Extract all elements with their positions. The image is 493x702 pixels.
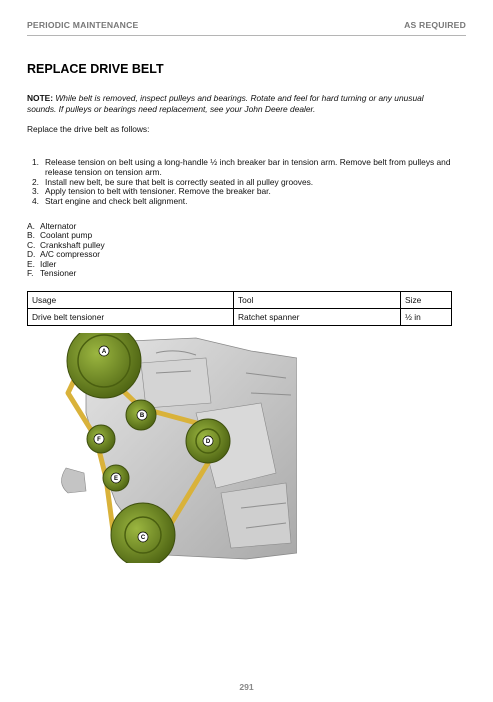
- steps-list: [27, 158, 452, 207]
- legend-key: D.: [27, 249, 36, 260]
- table-cell: Drive belt tensioner: [28, 309, 234, 326]
- table-cell: Ratchet spanner: [234, 309, 401, 326]
- legend-key: F.: [27, 268, 34, 279]
- legend-label: Idler: [40, 258, 57, 269]
- legend-label: Alternator: [40, 221, 77, 231]
- drive-belt-diagram: [46, 333, 297, 563]
- page-number: 291: [239, 682, 254, 692]
- callout-b: B: [139, 413, 145, 419]
- table-header-cell: Size: [401, 292, 452, 309]
- table-header-cell: Usage: [28, 292, 234, 309]
- legend-label: Crankshaft pulley: [40, 239, 105, 250]
- table-header-row: [28, 292, 452, 309]
- intro-text: Replace the drive belt as follows:: [27, 124, 150, 134]
- header-section: PERIODIC MAINTENANCE: [27, 20, 139, 30]
- step-number: 3.: [32, 186, 39, 197]
- legend-item: [27, 269, 105, 278]
- step-text: Start engine and check belt alignment.: [45, 196, 188, 207]
- table-row: [28, 309, 452, 326]
- page-header: [27, 20, 466, 36]
- tools-table: [27, 291, 452, 326]
- legend-key: E.: [27, 258, 35, 269]
- legend-item: [27, 250, 105, 259]
- legend-key: A.: [27, 221, 35, 231]
- callout-d: D: [205, 439, 211, 445]
- table-cell: ½ in: [401, 309, 452, 326]
- callout-f: F: [97, 437, 101, 443]
- note-label: NOTE:: [27, 93, 54, 103]
- legend-label: Tensioner: [40, 268, 77, 279]
- step-number: 2.: [32, 176, 39, 187]
- step-number: 4.: [32, 196, 39, 207]
- page-title: REPLACE DRIVE BELT: [27, 62, 164, 76]
- callout-e: E: [113, 476, 119, 482]
- legend-label: Coolant pump: [40, 230, 93, 241]
- note-paragraph: [27, 93, 452, 116]
- callout-a: A: [101, 349, 107, 355]
- legend-key: C.: [27, 239, 36, 250]
- step-item: [27, 158, 452, 178]
- step-number: 1.: [32, 157, 39, 167]
- callout-c: C: [140, 535, 146, 541]
- note-text: While belt is removed, inspect pulleys and bearings. Rotate and feel for hard turning or any unusual sounds. If pulleys or bearings need replacement, see your John Deere dealer.: [27, 93, 424, 115]
- parts-legend: [27, 222, 105, 278]
- legend-label: A/C compressor: [40, 249, 101, 260]
- header-divider: [27, 35, 466, 36]
- table-header-cell: Tool: [234, 292, 401, 309]
- step-text: Release tension on belt using a long-handle ½ inch breaker bar in tension arm. Remove belt from pulleys and release tension on tension arm.: [45, 157, 451, 177]
- step-text: Install new belt, be sure that belt is correctly seated in all pulley grooves.: [45, 176, 314, 187]
- header-subsection: AS REQUIRED: [404, 20, 466, 30]
- legend-key: B.: [27, 230, 35, 241]
- step-text: Apply tension to belt with tensioner. Remove the breaker bar.: [45, 186, 271, 197]
- step-item: [27, 197, 452, 207]
